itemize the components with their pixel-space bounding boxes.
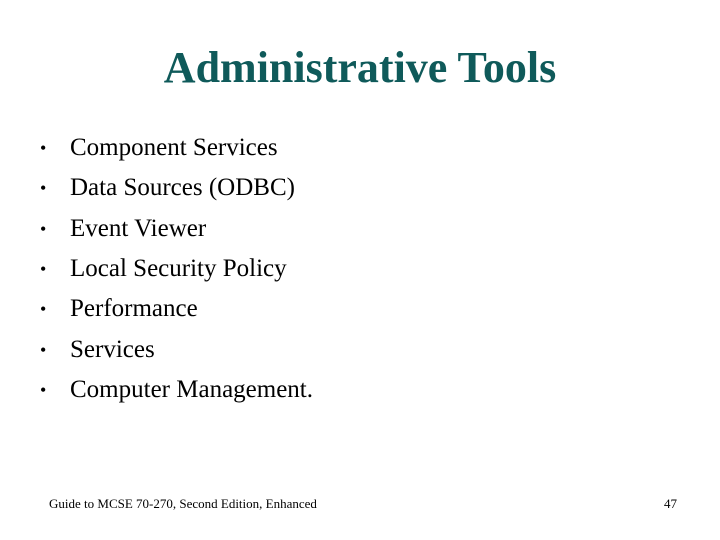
- bullet-list: [40, 128, 313, 410]
- bullet-dot-icon: •: [40, 379, 47, 400]
- bullet-text: Data Sources (ODBC): [70, 174, 295, 202]
- bullet-item-event-viewer: [40, 209, 313, 249]
- bullet-text: Event Viewer: [70, 214, 207, 242]
- slide-title: Administrative Tools: [163, 43, 557, 92]
- bullet-item-computer-management: [40, 370, 313, 410]
- bullet-item-performance: [40, 289, 313, 329]
- bullet-dot-icon: •: [40, 299, 47, 320]
- bullet-text: Performance: [70, 295, 198, 323]
- page-number: 47: [664, 496, 677, 511]
- bullet-dot-icon: •: [40, 218, 47, 239]
- bullet-dot-icon: •: [40, 138, 47, 159]
- bullet-item-services: [40, 329, 313, 369]
- bullet-item-local-security-policy: [40, 249, 313, 289]
- bullet-text: Component Services: [70, 134, 278, 162]
- bullet-dot-icon: •: [40, 178, 47, 199]
- footer-text: Guide to MCSE 70-270, Second Edition, Enhanced: [49, 496, 317, 511]
- bullet-dot-icon: •: [40, 339, 47, 360]
- bullet-text: Computer Management.: [70, 375, 313, 403]
- bullet-dot-icon: •: [40, 259, 47, 280]
- bullet-text: Local Security Policy: [70, 255, 287, 283]
- bullet-item-data-sources: [40, 168, 313, 208]
- bullet-text: Services: [70, 335, 155, 363]
- bullet-item-component-services: [40, 128, 313, 168]
